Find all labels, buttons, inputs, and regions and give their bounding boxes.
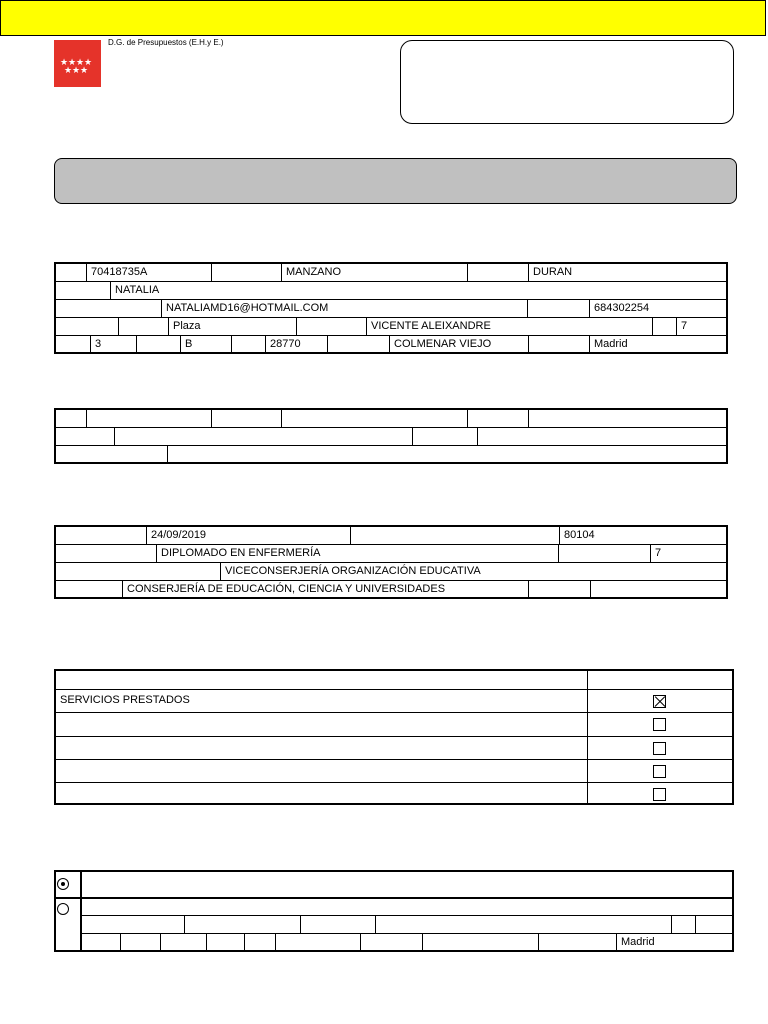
document-checkbox[interactable] xyxy=(653,788,666,801)
department-field[interactable]: CONSERJERÍA DE EDUCACIÓN, CIENCIA Y UNIVERSIDADES xyxy=(122,581,528,599)
table-row xyxy=(56,671,732,690)
stars-icon xyxy=(54,40,101,87)
form-title-bar xyxy=(54,158,737,204)
notification-table xyxy=(54,870,734,952)
notify-province-field[interactable]: Madrid xyxy=(616,934,732,952)
table-row xyxy=(82,916,732,934)
email-field[interactable]: NATALIAMD16@HOTMAIL.COM xyxy=(161,300,527,317)
surname2-field[interactable]: DURAN xyxy=(528,264,726,281)
street-type-field[interactable]: Plaza xyxy=(168,318,296,335)
phone-field[interactable]: 684302254 xyxy=(589,300,726,317)
name-field[interactable]: NATALIA xyxy=(110,282,726,299)
svg-text:★: ★ xyxy=(67,58,77,68)
document-row xyxy=(56,783,732,805)
table-row xyxy=(56,410,726,428)
document-label xyxy=(56,713,587,736)
town-field[interactable]: COLMENAR VIEJO xyxy=(389,336,528,354)
street-name-field[interactable]: VICENTE ALEIXANDRE xyxy=(366,318,652,335)
document-checkbox[interactable] xyxy=(653,765,666,778)
representative-table xyxy=(54,408,728,464)
door-field[interactable]: B xyxy=(180,336,231,354)
document-row xyxy=(56,760,732,783)
header-bar xyxy=(0,0,766,36)
document-label: SERVICIOS PRESTADOS xyxy=(60,694,190,706)
table-row xyxy=(56,300,726,318)
document-checkbox[interactable] xyxy=(653,742,666,755)
svg-text:★: ★ xyxy=(63,66,73,76)
document-label xyxy=(56,737,587,759)
table-row xyxy=(56,336,726,354)
table-row xyxy=(56,318,726,336)
radio-unselected[interactable] xyxy=(57,903,69,915)
date-field[interactable]: 24/09/2019 xyxy=(146,527,350,544)
svg-text:★: ★ xyxy=(83,58,93,68)
surname1-field[interactable]: MANZANO xyxy=(281,264,467,281)
number-field[interactable]: 7 xyxy=(676,318,726,335)
document-row xyxy=(56,713,732,737)
code-field[interactable]: 80104 xyxy=(559,527,726,544)
community-logo xyxy=(54,40,101,87)
documents-table xyxy=(54,669,734,805)
nif-field[interactable]: 70418735A xyxy=(86,264,211,281)
table-row xyxy=(56,446,726,464)
radio-selected[interactable] xyxy=(57,878,69,890)
unit-field[interactable]: VICECONSERJERÍA ORGANIZACIÓN EDUCATIVA xyxy=(220,563,726,580)
table-row xyxy=(56,545,726,563)
svg-text:★: ★ xyxy=(71,66,81,76)
portal-field[interactable]: 3 xyxy=(90,336,136,354)
province-field[interactable]: Madrid xyxy=(589,336,726,354)
table-row xyxy=(56,264,726,282)
personal-data-table xyxy=(54,262,728,354)
table-row xyxy=(56,563,726,581)
post-field[interactable]: DIPLOMADO EN ENFERMERÍA xyxy=(156,545,558,562)
registry-stamp-box xyxy=(400,40,734,124)
notification-option-electronic xyxy=(56,872,732,899)
svg-text:★: ★ xyxy=(79,66,89,76)
table-row xyxy=(56,581,726,599)
table-row xyxy=(56,428,726,446)
table-row xyxy=(56,527,726,545)
document-checkbox[interactable] xyxy=(653,718,666,731)
group-field[interactable]: 7 xyxy=(650,545,726,562)
svg-text:★: ★ xyxy=(59,58,69,68)
document-row xyxy=(56,737,732,760)
document-label xyxy=(56,783,587,805)
employment-data-table xyxy=(54,525,728,599)
postal-code-field[interactable]: 28770 xyxy=(265,336,327,354)
notification-option-postal xyxy=(56,899,732,952)
document-row xyxy=(56,690,732,713)
table-row xyxy=(82,934,732,952)
organization-name: D.G. de Presupuestos (E.H.y E.) xyxy=(108,38,224,47)
svg-text:★: ★ xyxy=(75,58,85,68)
document-checkbox-checked[interactable] xyxy=(653,695,666,708)
document-label xyxy=(56,760,587,782)
table-row xyxy=(56,282,726,300)
